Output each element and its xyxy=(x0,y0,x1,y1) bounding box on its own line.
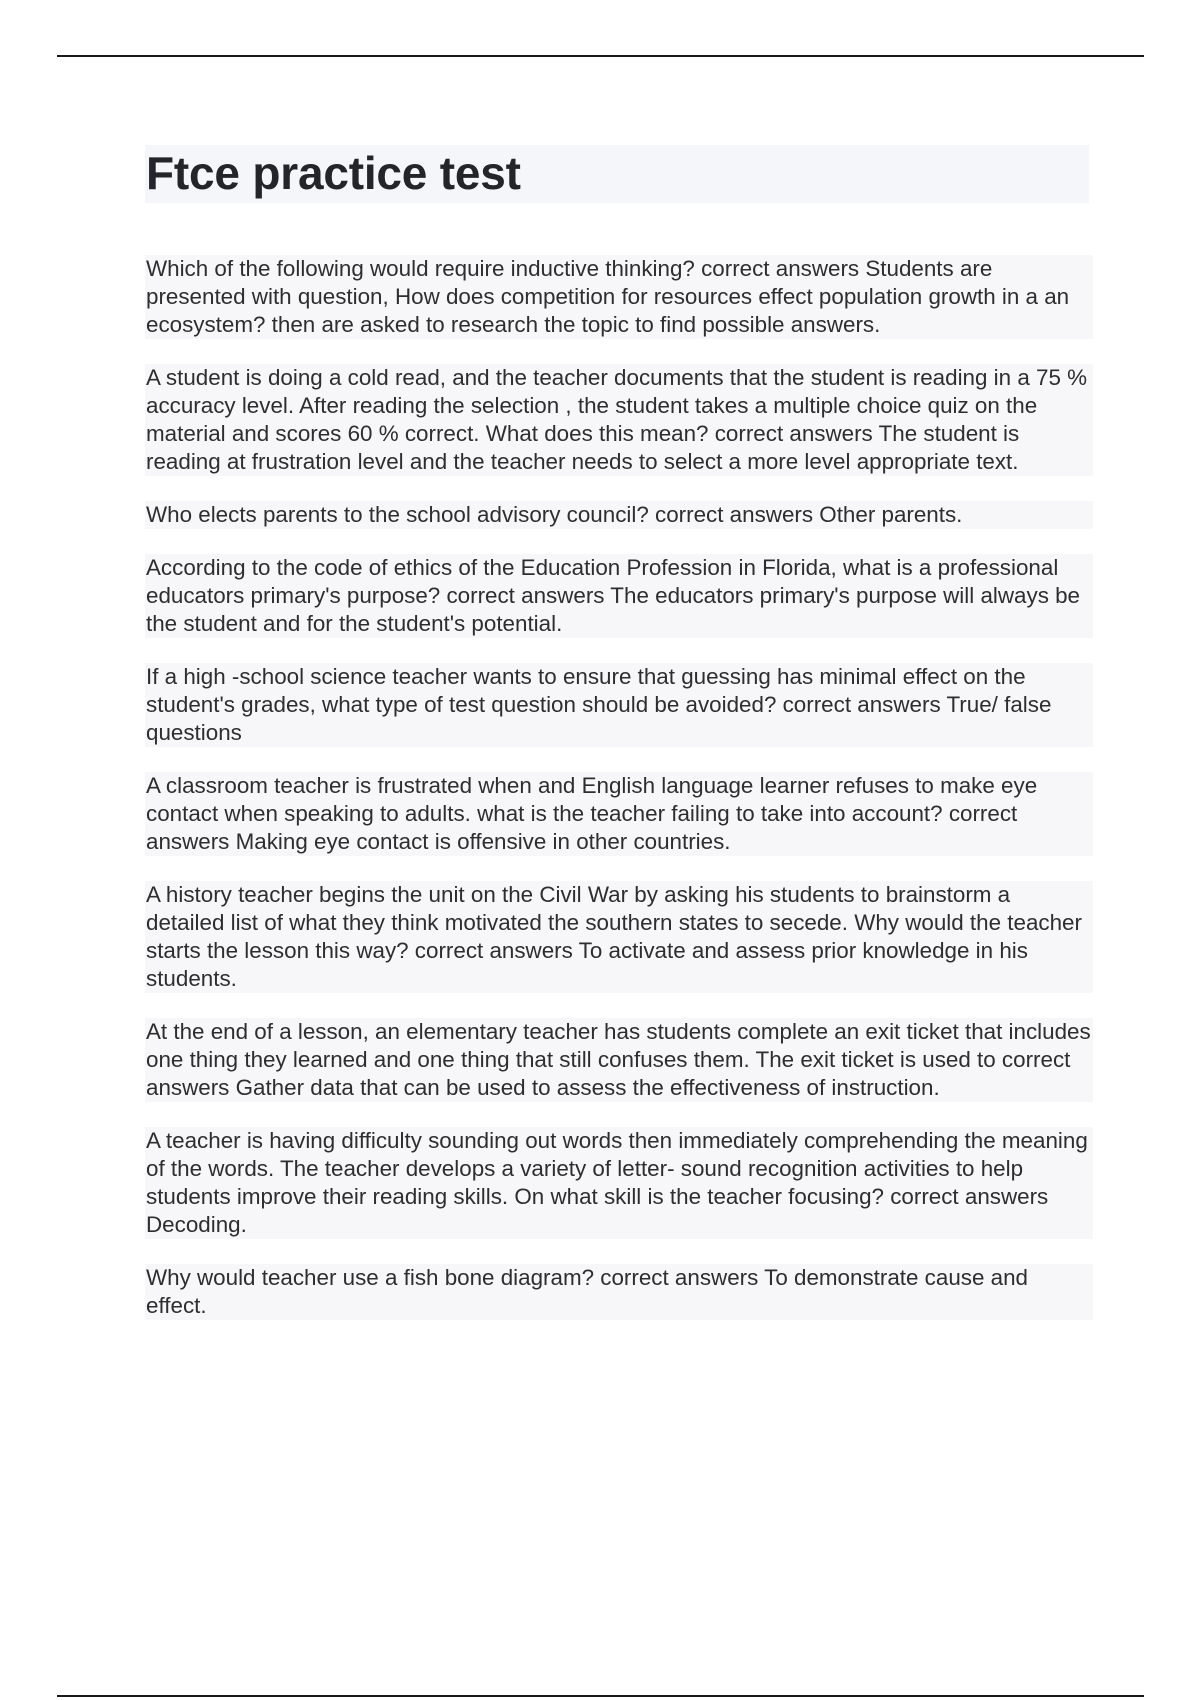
qa-item: If a high -school science teacher wants to ensure that guessing has minimal effect on the student's grades, what type of test question should be avoided? correct answers True/ false questions xyxy=(145,663,1093,747)
top-rule xyxy=(57,55,1144,57)
qa-item: A classroom teacher is frustrated when and English language learner refuses to make eye contact when speaking to adults. what is the teacher failing to take into account? correct answers Making eye contact is offensive in other countries. xyxy=(145,772,1093,856)
qa-item: A teacher is having difficulty sounding out words then immediately comprehending the meaning of the words. The teacher develops a variety of letter- sound recognition activities to help students improve their reading skills. On what skill is the teacher focusing? correct answers Decoding. xyxy=(145,1127,1093,1239)
qa-item: At the end of a lesson, an elementary teacher has students complete an exit ticket that includes one thing they learned and one thing that still confuses them. The exit ticket is used to correct answers Gather data that can be used to assess the effectiveness of instruction. xyxy=(145,1018,1093,1102)
qa-item: Why would teacher use a fish bone diagram? correct answers To demonstrate cause and effect. xyxy=(145,1264,1093,1320)
qa-item: According to the code of ethics of the Education Profession in Florida, what is a professional educators primary's purpose? correct answers The educators primary's purpose will always be the student and for the student's potential. xyxy=(145,554,1093,638)
qa-list xyxy=(145,255,1093,1345)
page-title: Ftce practice test xyxy=(146,147,521,199)
qa-item: Who elects parents to the school advisory council? correct answers Other parents. xyxy=(145,501,1093,529)
bottom-rule xyxy=(57,1695,1144,1697)
qa-item: Which of the following would require inductive thinking? correct answers Students are presented with question, How does competition for resources effect population growth in a an ecosystem? then are asked to research the topic to find possible answers. xyxy=(145,255,1093,339)
qa-item: A history teacher begins the unit on the Civil War by asking his students to brainstorm a detailed list of what they think motivated the southern states to secede. Why would the teacher starts the lesson this way? correct answers To activate and assess prior knowledge in his students. xyxy=(145,881,1093,993)
qa-item: A student is doing a cold read, and the teacher documents that the student is reading in a 75 % accuracy level. After reading the selection , the student takes a multiple choice quiz on the material and scores 60 % correct. What does this mean? correct answers The student is reading at frustration level and the teacher needs to select a more level appropriate text. xyxy=(145,364,1093,476)
